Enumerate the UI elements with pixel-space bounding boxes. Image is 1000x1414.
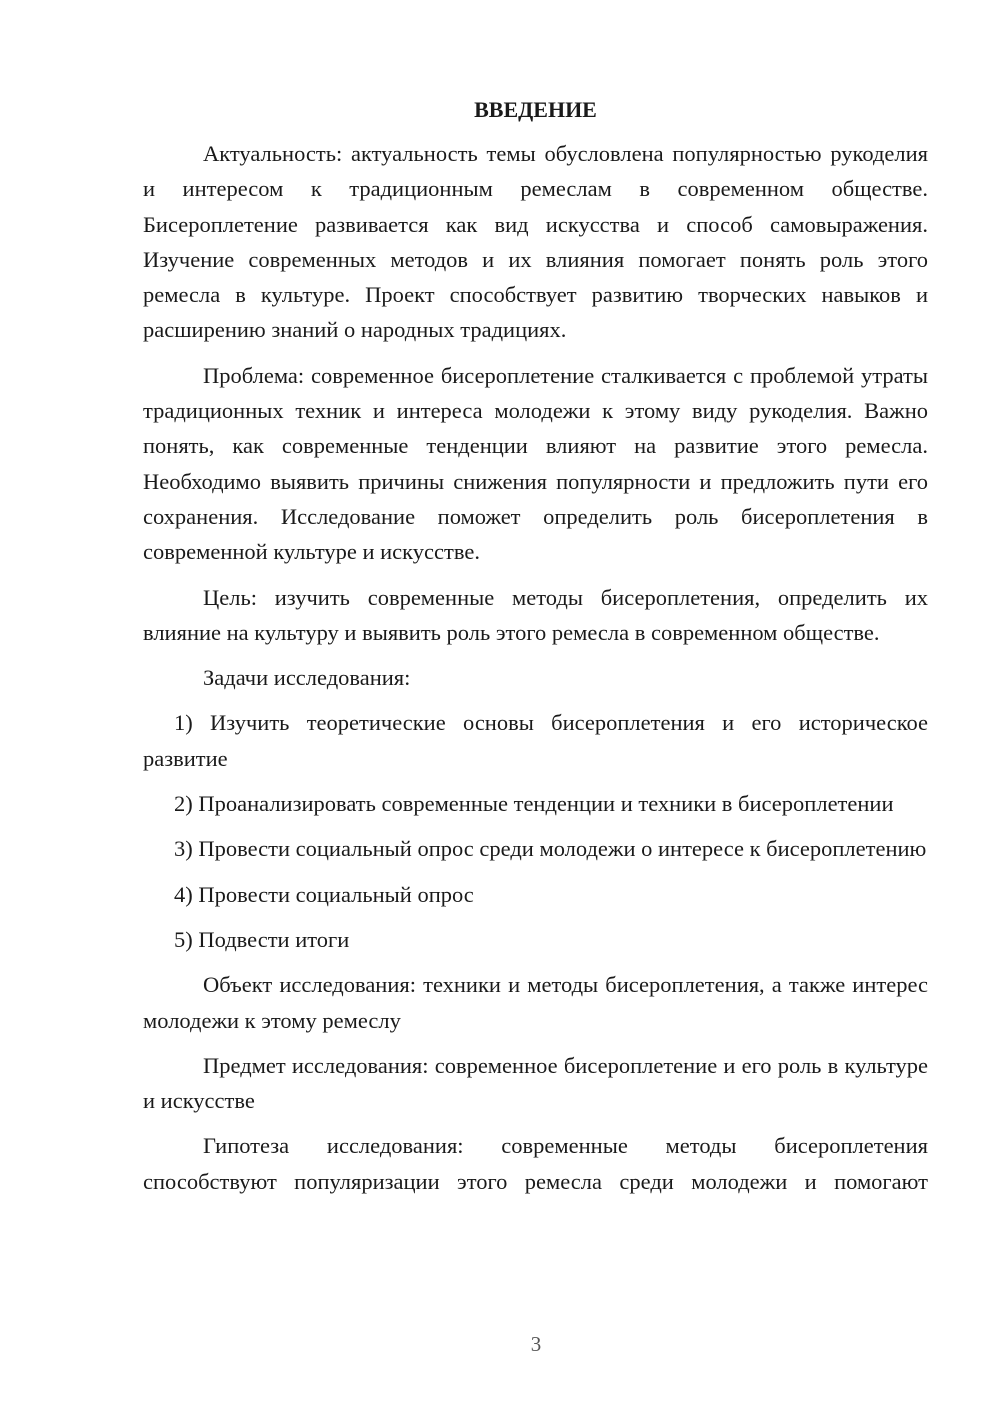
task-item: 1) Изучить теоретические основы бисероплетения и его историческое развитие xyxy=(143,710,928,771)
task-item: 4) Провести социальный опрос xyxy=(174,881,474,907)
tasks-heading: Задачи исследования: xyxy=(203,665,411,691)
task-item: 3) Провести социальный опрос среди молодежи о интересе к бисероплетению xyxy=(174,836,927,862)
page-number: 3 xyxy=(530,1332,542,1356)
subject-paragraph: Предмет исследования: современное бисероплетение и его роль в культуре и искусстве xyxy=(143,1052,928,1114)
problem-paragraph: Проблема: современное бисероплетение сталкивается с проблемой утраты традиционных техник и интереса молодежи к этому виду рукоделия. Важно понять, как современные тенденции влияют на развитие этого ремесла. Необходимо выявить причины снижения популярности и предложить пути его сохранения. Исследование поможет определить роль бисероплетения в современной культуре и искусстве. xyxy=(143,362,928,565)
task-item: 5) Подвести итоги xyxy=(174,926,350,952)
document-page xyxy=(143,92,928,1209)
document-title: ВВЕДЕНИЕ xyxy=(474,97,597,122)
relevance-paragraph: Актуальность: актуальность темы обусловлена популярностью рукоделия и интересом к традиционным ремеслам в современном обществе. Бисероплетение развивается как вид искусства и способ самовыражения. Изучение современных методов и их влияния помогает понять роль этого ремесла в культуре. Проект способствует развитию творческих навыков и расширению знаний о народных традициях. xyxy=(143,141,928,343)
goal-paragraph: Цель: изучить современные методы бисероплетения, определить их влияние на культуру и выявить роль этого ремесла в современном обществе. xyxy=(143,584,928,645)
task-item: 2) Проанализировать современные тенденции и техники в бисероплетении xyxy=(174,791,894,817)
object-paragraph: Объект исследования: техники и методы бисероплетения, а также интерес молодежи к этому ремеслу xyxy=(143,972,928,1033)
hypothesis-paragraph: Гипотеза исследования: современные методы бисероплетения способствуют популяризации этого ремесла среди молодежи и помогают xyxy=(143,1133,928,1194)
